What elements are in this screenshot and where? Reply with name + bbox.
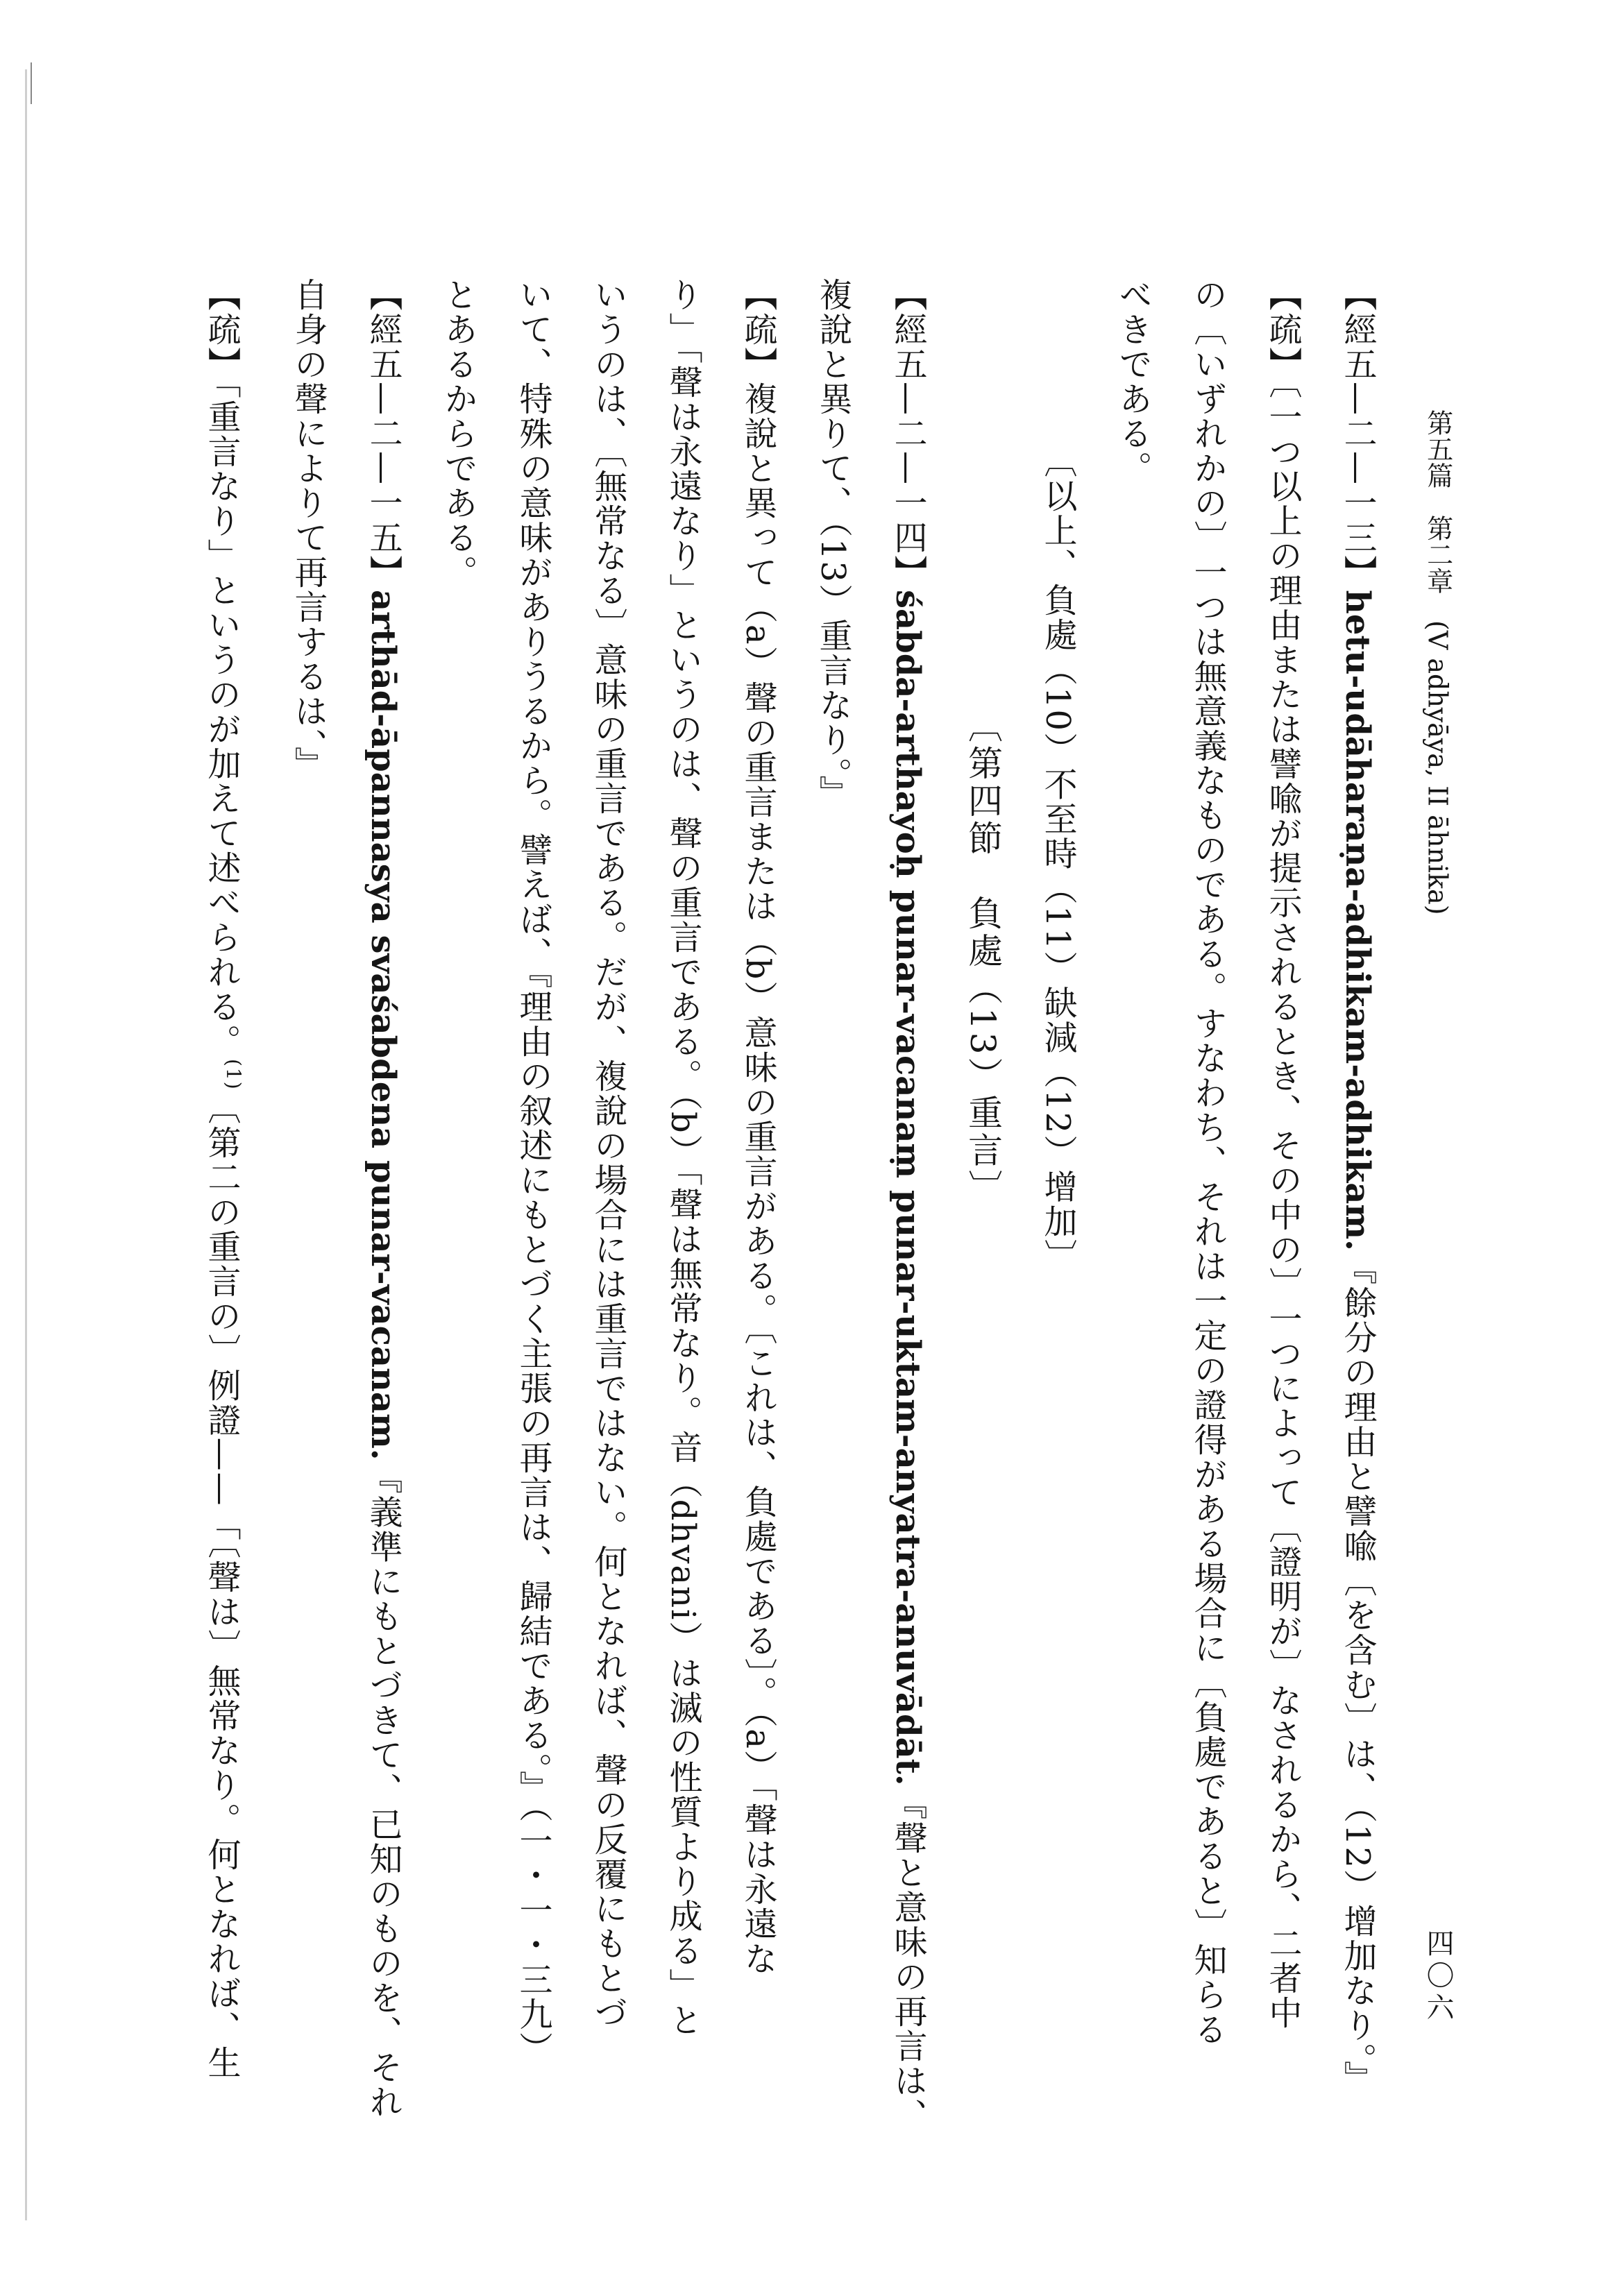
text-column: [720, 278, 795, 2095]
text-segment: 【疏】「重言なり」というのが加えて述べられる。: [202, 278, 241, 1059]
text-column: [421, 278, 496, 2095]
running-head: 第五篇 第二章 (V adhyāya, II āhnika): [1422, 409, 1453, 915]
body-text: [202, 278, 1395, 2133]
text-column: [184, 278, 271, 2095]
footnote-marker: (1): [222, 1059, 245, 1091]
text-column: [1170, 278, 1245, 2095]
text-segment: とあるからである。: [439, 278, 477, 590]
text-column: [346, 278, 421, 2120]
text-segment: 〔以上、負處（10）不至時（11）缺減（12）增加〕: [1038, 444, 1077, 1274]
text-segment: の〔いずれかの〕一つは無意義なものである。すなわち、それは一定の證得がある場合に〔負處であると〕知らる: [1188, 278, 1227, 2047]
text-segment: 【經五—二—一三】: [1338, 278, 1377, 590]
text-column: [795, 278, 870, 2095]
text-column: [870, 278, 945, 2133]
text-column: [1020, 278, 1095, 2095]
sanskrit-sutra: arthād-āpannasya svaśabdena punar-vacanam.: [364, 590, 403, 1461]
page-edge-shadow: [25, 69, 27, 2220]
text-segment: べきである。: [1113, 278, 1152, 486]
page-number: 四〇六: [1422, 1929, 1454, 2025]
text-segment: いうのは、〔無常なる〕意味の重言である。だが、複說の場合には重言ではない。何となれば、聲の反覆にもとづ: [589, 278, 627, 2030]
text-column: [645, 278, 720, 2095]
text-segment: 【疏】複說と異って（a）聲の重言または（b）意味の重言がある。〔これは、負處である〕。（a）「聲は永遠な: [738, 278, 777, 1976]
sanskrit-sutra: śabda-arthayoḥ punar-vacanaṃ punar-uktam-anyatra-anuvādāt.: [888, 590, 927, 1786]
text-column: [496, 278, 570, 2095]
text-segment: 〔第二の重言の〕例證——「〔聲は〕無常なり。何となれば、生: [202, 1090, 241, 2080]
sanskrit-sutra: hetu-udāharaṇa-adhikam-adhikam.: [1338, 590, 1377, 1251]
text-segment: 【經五—二—一四】: [888, 278, 927, 590]
text-segment: いて、特殊の意味がありうるから。譬えば、『理由の叙述にもとづく主張の再言は、歸結である。』（一・一・三九）: [514, 278, 552, 2066]
text-segment: 『義準にもとづきて、已知のものを、それ: [364, 1460, 403, 2120]
text-column: [271, 278, 346, 2095]
text-segment: 【經五—二—一五】: [364, 278, 403, 590]
page-edge-mark: [31, 62, 32, 104]
text-column: [1320, 278, 1395, 2095]
text-column: [1095, 278, 1170, 2095]
text-segment: り」「聲は永遠なり」というのは、聲の重言である。（b）「聲は無常なり。音（dhvani）は滅の性質より成る」と: [663, 278, 702, 2038]
text-segment: 『餘分の理由と譬喩〔を含む〕は、（12）增加なり。』: [1338, 1250, 1377, 2095]
text-segment: 『聲と意味の再言は、: [888, 1785, 927, 2133]
text-column: [570, 278, 645, 2095]
section-heading: [945, 278, 1020, 2095]
text-segment: 自身の聲によりて再言するは、』: [289, 278, 328, 781]
text-segment: 〔第四節 負處（13）重言〕: [963, 708, 1003, 1207]
text-segment: 【疏】〔一つ以上の理由または譬喩が提示されるとき、その中の〕一つによって〔證明が〕なされるから、二者中: [1263, 278, 1302, 2030]
text-segment: 複說と異りて、（13）重言なり。』: [813, 278, 852, 810]
text-column: [1245, 278, 1320, 2095]
